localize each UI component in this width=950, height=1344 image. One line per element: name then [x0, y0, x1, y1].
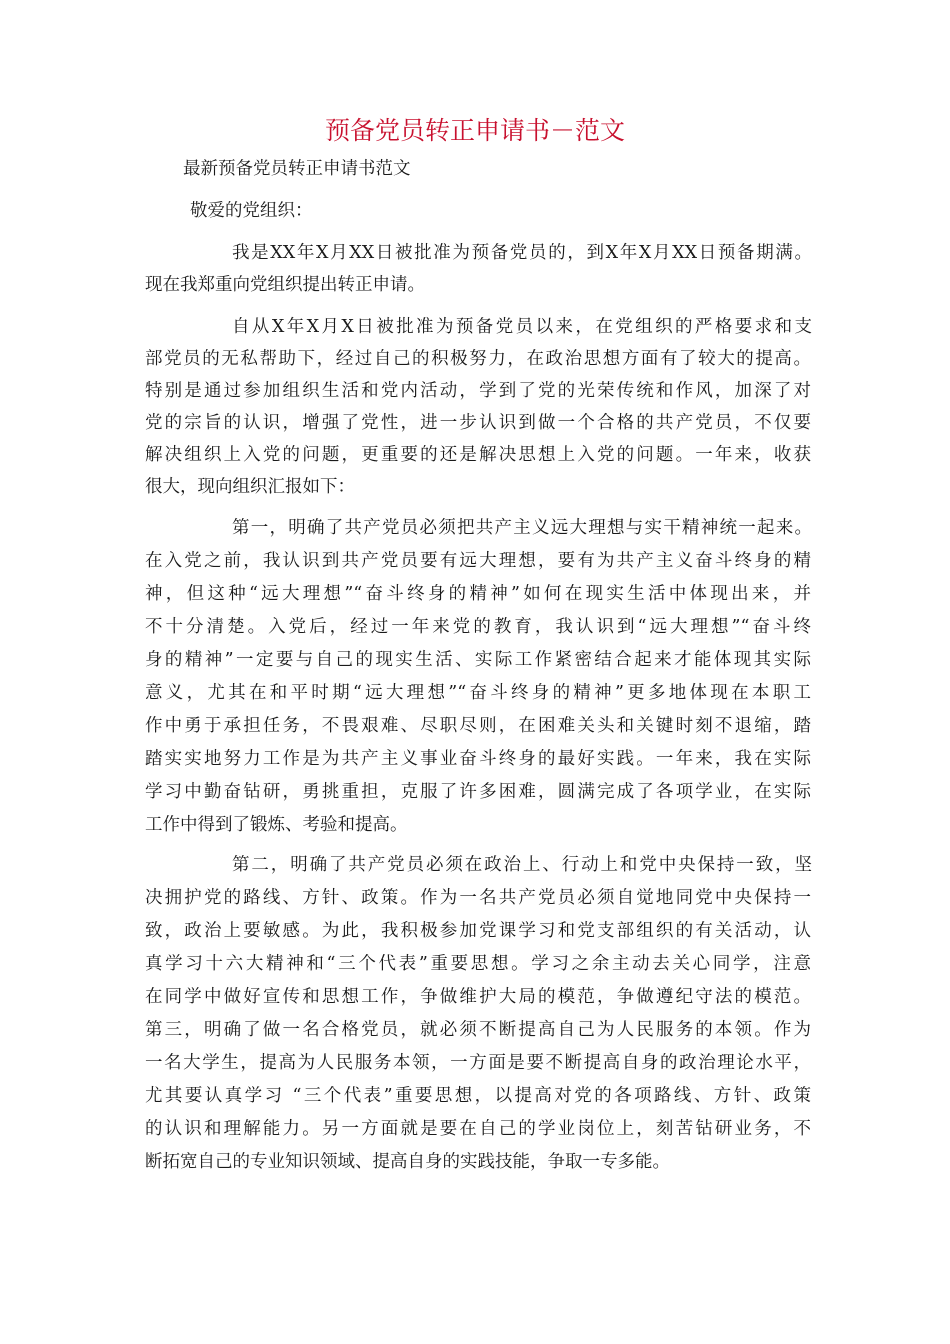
paragraph-line: 不十分清楚。入党后，经过一年来党的教育，我认识到“远大理想”“奋斗终	[145, 617, 811, 637]
paragraph-line: 第二，明确了共产党员必须在政治上、行动上和党中央保持一致，坚	[232, 855, 812, 875]
paragraph-line: 我是XX年X月XX日被批准为预备党员的，到X年X月XX日预备期满。	[232, 243, 812, 263]
document-subtitle: 最新预备党员转正申请书范文	[183, 159, 411, 179]
paragraph-line: 工作中得到了锻炼、考验和提高。	[145, 815, 408, 835]
paragraph-line: 的认识和理解能力。另一方面就是要在自己的学业岗位上，刻苦钻研业务，不	[145, 1119, 811, 1139]
paragraph-line: 致，政治上要敏感。为此，我积极参加党课学习和党支部组织的有关活动，认	[145, 921, 811, 941]
paragraph-line: 断拓宽自己的专业知识领域、提高自身的实践技能，争取一专多能。	[145, 1152, 670, 1172]
paragraph-line: 真学习十六大精神和“三个代表”重要思想。学习之余主动去关心同学，注意	[145, 954, 811, 974]
paragraph-line: 神，但这种“远大理想”“奋斗终身的精神”如何在现实生活中体现出来，并	[145, 584, 811, 604]
paragraph-line: 意义，尤其在和平时期“远大理想”“奋斗终身的精神”更多地体现在本职工	[145, 683, 811, 703]
paragraph-line: 决拥护党的路线、方针、政策。作为一名共产党员必须自觉地同党中央保持一	[145, 888, 811, 908]
document-title: 预备党员转正申请书－范文	[324, 116, 625, 145]
paragraph-line: 现在我郑重向党组织提出转正申请。	[145, 275, 425, 295]
paragraph-line: 党的宗旨的认识，增强了党性，进一步认识到做一个合格的共产党员，不仅要	[145, 413, 811, 433]
paragraph-line: 一名大学生，提高为人民服务本领，一方面是要不断提高自身的政治理论水平，	[145, 1053, 811, 1073]
paragraph-line: 解决组织上入党的问题，更重要的还是解决思想上入党的问题。一年来，收获	[145, 445, 811, 465]
paragraph-line: 自从X年X月X日被批准为预备党员以来，在党组织的严格要求和支	[232, 317, 812, 337]
paragraph-line: 在同学中做好宣传和思想工作，争做维护大局的模范，争做遵纪守法的模范。	[145, 987, 811, 1007]
paragraph-line: 作中勇于承担任务，不畏艰难、尽职尽则，在困难关头和关键时刻不退缩，踏	[145, 716, 811, 736]
paragraph-line: 尤其要认真学习 “三个代表”重要思想，以提高对党的各项路线、方针、政策	[145, 1086, 811, 1106]
paragraph-line: 很大，现向组织汇报如下：	[145, 477, 355, 497]
paragraph-line: 第三，明确了做一名合格党员，就必须不断提高自己为人民服务的本领。作为	[145, 1020, 811, 1040]
paragraph-line: 第一，明确了共产党员必须把共产主义远大理想与实干精神统一起来。	[232, 518, 812, 538]
paragraph-line: 身的精神”一定要与自己的现实生活、实际工作紧密结合起来才能体现其实际	[145, 650, 811, 670]
paragraph-line: 特别是通过参加组织生活和党内活动，学到了党的光荣传统和作风，加深了对	[145, 381, 811, 401]
salutation: 敬爱的党组织：	[190, 201, 313, 221]
paragraph-line: 踏实实地努力工作是为共产主义事业奋斗终身的最好实践。一年来，我在实际	[145, 749, 811, 769]
paragraph-line: 在入党之前，我认识到共产党员要有远大理想，要有为共产主义奋斗终身的精	[145, 551, 811, 571]
paragraph-line: 学习中勤奋钻研，勇挑重担，克服了许多困难，圆满完成了各项学业，在实际	[145, 782, 811, 802]
paragraph-line: 部党员的无私帮助下，经过自己的积极努力，在政治思想方面有了较大的提高。	[145, 349, 811, 369]
